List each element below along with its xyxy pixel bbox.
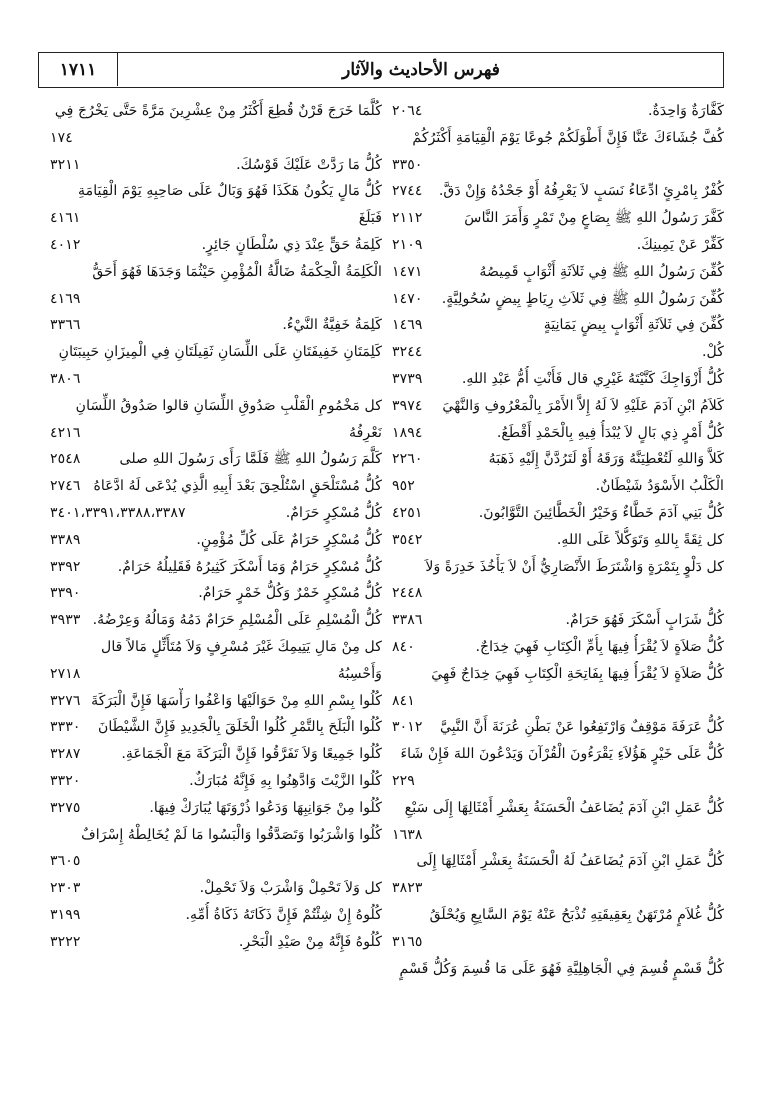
index-entry: [50, 554, 382, 581]
entry-number: ٤١٦١: [50, 210, 81, 227]
index-entry: [50, 580, 382, 607]
entry-text: كُفِّنَ رَسُولُ اللهِ ﷺ فِي ثَلاَثَةِ أَثْوَابٍ قَمِيصُهُ: [479, 263, 724, 280]
index-entry: [392, 393, 724, 420]
index-entry: [392, 527, 724, 554]
index-entry: [392, 741, 724, 795]
entry-number: ٢١١٢: [392, 210, 423, 227]
entry-number: ٣٢٨٧: [50, 746, 81, 763]
index-entry: [392, 286, 724, 313]
index-entry: [392, 473, 724, 500]
index-entry: [50, 420, 382, 447]
entry-number: ٨٤١: [392, 692, 415, 709]
index-entry: [392, 205, 724, 232]
index-entry: [50, 822, 382, 876]
entry-text: وَأَحْسِبُهُ: [337, 665, 382, 682]
entry-number: ٤٢٥١: [392, 504, 423, 521]
entry-text: كُلُّ صَلاَةٍ لاَ يُقْرَأُ فِيهَا بِفَاتِحَةِ الْكِتَابِ فَهِيَ خِدَاجٌ فَهِيَ: [431, 665, 724, 682]
entry-number: ٣٠١٢: [392, 719, 423, 736]
entry-number: ٣٩٧٤: [392, 397, 423, 414]
index-entry: [392, 848, 724, 902]
entry-number: ٢٠٦٤: [392, 103, 423, 119]
index-entry: [50, 795, 382, 822]
index-entry: [392, 312, 724, 339]
index-entry: [50, 312, 382, 339]
entry-text: كُلُوا الْبَلَحَ بِالتَّمْرِ كُلُوا الْخَلَقَ بِالْجَدِيدِ فَإِنَّ الشَّيْطَانَ: [98, 719, 382, 736]
entry-number: ٣٢٢٢: [50, 933, 81, 950]
entry-text: كَلِمَةُ حَقٍّ عِنْدَ ذِي سُلْطَانٍ جَائِرٍ.: [201, 236, 382, 253]
entry-number: ٣٣٩٠: [50, 585, 81, 602]
entry-text: كُفِّنَ فِي ثَلاَثَةِ أَثْوَابٍ بِيضٍ يَمَانِيَةٍ: [543, 317, 724, 334]
index-entry: [392, 259, 724, 286]
entry-number: ٢٥٤٨: [50, 451, 81, 468]
entry-text: كُلُّ مُسْكِرٍ حَرَامٌ.: [285, 504, 382, 521]
entry-number: ٣٢١١: [50, 156, 81, 173]
entry-text: الْكَلْبُ الأَسْوَدُ شَيْطَانٌ.: [595, 478, 724, 495]
index-entry: [50, 152, 382, 179]
index-entry: [50, 178, 382, 205]
entry-text: كُلُوا الزَّيْتَ وَادَّهِنُوا بِهِ فَإِنَّهُ مُبَارَكٌ.: [189, 772, 382, 789]
entry-number: ٣١٦٥: [392, 933, 423, 950]
entry-text: فَبَلَغَ: [358, 210, 382, 227]
entry-number: ١٤٧٠: [392, 290, 423, 307]
right-column: [392, 98, 724, 982]
entry-number: ٢٧٤٤: [392, 183, 423, 200]
entry-text: كَلاَّ وَاللهِ لَتُعْطِيَنَّهُ وَرَقَهُ أَوْ لَتَرُدَّنَّ إِلَيْهِ ذَهَبَهُ: [488, 451, 724, 468]
entry-text: كُلُّ مُسْكِرٍ حَرَامٌ عَلَى كُلِّ مُؤْمِنٍ.: [196, 531, 382, 548]
entry-text: كُلُّ الْمُسْلِمِ عَلَى الْمُسْلِمِ حَرَامٌ دَمُهُ وَمَالُهُ وَعِرْضُهُ.: [92, 612, 382, 629]
entry-text: كُلُّ عَرَفَةَ مَوْقِفٌ وَارْتَفِعُوا عَنْ بَطْنِ عُرَنَةَ أَنَّ النَّبِيَّ: [439, 719, 724, 736]
entry-number: ٣٢٧٦: [50, 692, 81, 709]
index-entry: [50, 661, 382, 688]
entry-number: ٢٧٤٦: [50, 478, 81, 495]
index-entry: [50, 98, 382, 152]
index-entry: [50, 634, 382, 661]
index-entry: [50, 714, 382, 741]
entry-number: ٣٣٢٠: [50, 772, 81, 789]
index-entry: [50, 527, 382, 554]
entry-text: كُلُوهُ إِنْ شِئْتُمْ فَإِنَّ ذَكَاتَهُ ذَكَاةُ أُمِّهِ.: [185, 906, 382, 923]
index-entry: [392, 554, 724, 608]
index-entry: [50, 205, 382, 232]
entry-number: ٤١٦٩: [50, 290, 81, 307]
entry-text: كل ثِقَةً بِاللهِ وَتَوَكُّلاً عَلَى اللهِ.: [556, 531, 724, 548]
index-entry: [50, 768, 382, 795]
entry-number: ٢٧١٨: [50, 665, 81, 682]
entry-text: كُلُّ صَلاَةٍ لاَ يُقْرَأُ فِيهَا بِأُمِّ الْكِتَابِ فَهِيَ خِدَاجٌ.: [475, 638, 724, 655]
entry-text: كل مِنْ مَالِ يَتِيمِكَ غَيْرَ مُسْرِفٍ وَلاَ مُتَأَثِّلٍ مَالاً قال: [101, 638, 382, 655]
entry-text: كُلُّ مُسْتَلْحَقٍ اسْتُلْحِقَ بَعْدَ أَبِيهِ الَّذِي يُدْعَى لَهُ ادَّعَاهُ: [93, 478, 382, 495]
entry-text: كُلُّ أَزْوَاجِكَ كَنَّيْتَهُ غَيْرِي قال فَأَنْتِ أُمُّ عَبْدِ اللهِ.: [461, 370, 724, 387]
entry-text: كُلُّ مَالٍ يَكُونُ هَكَذَا فَهُوَ وَبَالٌ عَلَى صَاحِبِهِ يَوْمَ الْقِيَامَةِ: [78, 183, 382, 200]
entry-number: ٣٢٧٥: [50, 799, 81, 816]
entry-text: كُلُّ بَنِي آدَمَ خَطَّاءٌ وَخَيْرُ الْخَطَّائِينَ التَّوَّابُونَ.: [478, 504, 724, 521]
entry-text: كُلْ.: [701, 344, 724, 361]
index-entry: [50, 929, 382, 956]
index-entry: [50, 446, 382, 473]
index-entry: [392, 956, 724, 983]
index-entry: [50, 232, 382, 259]
index-entry: [392, 795, 724, 849]
entry-text: كَلِمَةُ خَفِيَّةٌ النَّيْءُ.: [282, 317, 382, 334]
entry-text: كُفْرٌ بِامْرِئٍ ادِّعَاءُ نَسَبٍ لاَ يَعْرِفُهُ أَوْ جَحْدُهُ وَإِنْ دَقَّ.: [438, 183, 724, 200]
entry-text: كَفَّارَةٌ وَاحِدَةٌ.: [647, 103, 724, 119]
index-entry: [392, 714, 724, 741]
index-entry: [50, 500, 382, 527]
entry-text: كُلُّ مَا رَدَّتْ عَلَيْكَ قَوْسُكَ.: [236, 156, 382, 173]
entry-number: ١٤٧١: [392, 263, 423, 280]
entry-number: ٣٣٩٢: [50, 558, 81, 575]
entry-number: ٤٠١٢: [50, 236, 81, 253]
entry-text: كَلاَمُ ابْنِ آدَمَ عَلَيْهِ لاَ لَهُ إِلاَّ الأَمْرَ بِالْمَعْرُوفِ وَالنَّهْيَ: [442, 397, 724, 414]
index-entry: [392, 902, 724, 956]
entry-text: كُلُوهُ فَإِنَّهُ مِنْ صَيْدِ الْبَحْرِ.: [238, 933, 382, 950]
entry-number: ٢٢٦٠: [392, 451, 423, 468]
entry-number: ٣٣٨٦: [392, 612, 423, 629]
left-column: [50, 98, 382, 956]
entry-text: كل دَلْوٍ بِتَمْرَةٍ وَاشْتَرَطَ الأَنْصَارِيُّ أَنْ لاَ يَأْخُذَ خَدِرَةً وَلاَ: [425, 558, 724, 575]
entry-number: ٨٤٠: [392, 638, 415, 655]
entry-number: ٣٦٠٥: [50, 853, 81, 870]
index-entry: [50, 473, 382, 500]
entry-number: ٣٢٤٤: [392, 344, 423, 361]
entry-text: كُفِّنَ رَسُولُ اللهِ ﷺ فِي ثَلاَثِ رِيَاطٍ بِيضٍ سُحُولِيَّةٍ.: [441, 290, 724, 307]
entry-text: كُلُوا بِسْمِ اللهِ مِنْ حَوَالَيْهَا وَاعْفُوا رَأْسَهَا فَإِنَّ الْبَرَكَةَ: [91, 692, 382, 709]
index-entry: [392, 178, 724, 205]
entry-text: كُلٌّ عَلَى خَيْرٍ هَؤُلاَءِ يَقْرَءُونَ الْقُرْآنَ وَيَدْعُونَ اللهَ فَإِنْ شَاءَ: [400, 746, 724, 763]
entry-text: كُلُّ عَمَلِ ابْنِ آدَمَ يُضَاعَفُ الْحَسَنَةُ بِعَشْرِ أَمْثَالِهَا إِلَى سَبْعِ: [404, 799, 724, 816]
entry-text: كَلَّمَ رَسُولُ اللهِ ﷺ فَلَمَّا رَأَى رَسُولَ اللهِ صلى: [119, 451, 382, 468]
entry-number: ٩٥٢: [392, 478, 415, 495]
entry-number: ١٧٤: [50, 129, 73, 146]
entry-number: ٢٣٠٣: [50, 880, 81, 897]
entry-text: كُلُّ شَرَابٍ أَسْكَرَ فَهُوَ حَرَامٌ.: [565, 612, 724, 629]
entry-number: ٣٣٦٦: [50, 317, 81, 334]
entry-number: ٣٣٥٠: [392, 156, 423, 173]
entry-text: كُلَّمَا خَرَجَ قَرْنٌ قُطِعَ أَكْثَرُ مِنْ عِشْرِينَ مَرَّةً حَتَّى يَخْرُجَ فِي: [54, 103, 382, 119]
index-entry: [392, 98, 724, 125]
index-entry: [50, 259, 382, 313]
index-entry: [50, 393, 382, 420]
index-entry: [392, 500, 724, 527]
index-entry: [392, 661, 724, 715]
index-entry: [392, 339, 724, 366]
entry-number: ٢١٠٩: [392, 236, 423, 253]
entry-number: ٢٤٤٨: [392, 585, 423, 602]
entry-text: كَلِمَتَانِ خَفِيفَتَانِ عَلَى اللِّسَانِ ثَقِيلَتَانِ فِي الْمِيزَانِ حَبِيبَتَانِ: [58, 344, 382, 361]
entry-text: كل مَخْمُومِ الْقَلْبِ صَدُوقِ اللِّسَانِ قالوا صَدُوقُ اللِّسَانِ: [75, 397, 382, 414]
entry-text: كُلُوا مِنْ جَوَانِبِهَا وَدَعُوا ذُرْوَتَهَا يُبَارَكْ فِيهَا.: [149, 799, 382, 816]
entry-number: ٣٣٨٩: [50, 531, 81, 548]
entry-number: ٣٣٣٠: [50, 719, 81, 736]
entry-number: ٢٢٩: [392, 772, 415, 789]
index-entry: [50, 875, 382, 902]
entry-text: نَعْرِفُهُ: [348, 424, 382, 441]
entry-text: كُلُّ عَمَلِ ابْنِ آدَمَ يُضَاعَفُ لَهُ الْحَسَنَةُ بِعَشْرِ أَمْثَالِهَا إِلَى: [416, 853, 724, 870]
entry-text: كُلُّ مُسْكِرٍ حَرَامٌ وَمَا أَسْكَرَ كَثِيرُهُ فَقَلِيلُهُ حَرَامٌ.: [117, 558, 382, 575]
entry-number: ١٤٦٩: [392, 317, 423, 334]
index-entry: [50, 902, 382, 929]
entry-number: ٣٨٢٣: [392, 880, 423, 897]
entry-text: كُلُّ مُسْكِرٍ خَمْرٌ وَكُلُّ خَمْرٍ حَرَامٌ.: [198, 585, 382, 602]
page-title: فهرس الأحاديث والآثار: [342, 59, 500, 80]
page-number: ١٧١١: [39, 53, 118, 86]
index-entry: [50, 688, 382, 715]
entry-text: كُلُّ غُلاَمٍ مُرْتَهَنٌ بِعَقِيقَتِهِ تُذْبَحُ عَنْهُ يَوْمَ السَّابِعِ وَيُحْلَقُ: [429, 906, 724, 923]
index-entry: [392, 634, 724, 661]
entry-text: كُلُوا وَاشْرَبُوا وَتَصَدَّقُوا وَالْبَسُوا مَا لَمْ يُخَالِطْهُ إِسْرَافٌ: [81, 826, 382, 843]
index-entry: [392, 232, 724, 259]
entry-text: كل وَلاَ تَحْمِلْ وَاشْرَبْ وَلاَ تَحْمِلْ.: [199, 880, 382, 897]
entry-number: ٣١٩٩: [50, 906, 81, 923]
entry-number: ٣٧٣٩: [392, 370, 423, 387]
entry-text: كَفَّرَ رَسُولُ اللهِ ﷺ بِصَاعٍ مِنْ تَمْرٍ وَأَمَرَ النَّاسَ: [464, 210, 724, 227]
page: [38, 52, 724, 1082]
index-entry: [392, 125, 724, 179]
entry-text: كُلُّ قَسْمٍ قُسِمَ فِي الْجَاهِلِيَّةِ فَهُوَ عَلَى مَا قُسِمَ وَكُلُّ قَسْمٍ: [399, 960, 724, 977]
entry-text: كُفَّ جُشَاءَكَ عَنَّا فَإِنَّ أَطْوَلَكُمْ جُوعًا يَوْمَ الْقِيَامَةِ أَكْثَرُكُمْ: [412, 129, 724, 146]
entry-text: كُلُّ أَمْرٍ ذِي بَالٍ لاَ يُبْدَأُ فِيهِ بِالْحَمْدِ أَقْطَعُ.: [496, 424, 724, 441]
entry-number: ٣٩٣٣: [50, 612, 81, 629]
index-entry: [50, 741, 382, 768]
entry-number: ٣٥٤٢: [392, 531, 423, 548]
entry-number: ٣٤٠١،٣٣٩١،٣٣٨٨،٣٣٨٧: [50, 504, 186, 521]
page-header: [38, 52, 724, 88]
index-entry: [392, 366, 724, 393]
entry-number: ١٦٣٨: [392, 826, 423, 843]
entry-number: ٣٨٠٦: [50, 370, 81, 387]
index-entry: [392, 420, 724, 447]
entry-number: ٤٢١٦: [50, 424, 81, 441]
entry-number: ١٨٩٤: [392, 424, 423, 441]
index-entry: [50, 607, 382, 634]
index-entry: [392, 446, 724, 473]
entry-text: كُلُوا جَمِيعًا وَلاَ تَفَرَّقُوا فَإِنَّ الْبَرَكَةَ مَعَ الْجَمَاعَةِ.: [121, 746, 382, 763]
index-entry: [50, 339, 382, 393]
entry-text: كَفِّرْ عَنْ يَمِينِكَ.: [636, 236, 724, 253]
entry-text: الْكَلِمَةُ الْحِكْمَةُ ضَالَّةُ الْمُؤْمِنِ حَيْثُمَا وَجَدَهَا فَهُوَ أَحَقُّ: [92, 263, 382, 280]
index-entry: [392, 607, 724, 634]
